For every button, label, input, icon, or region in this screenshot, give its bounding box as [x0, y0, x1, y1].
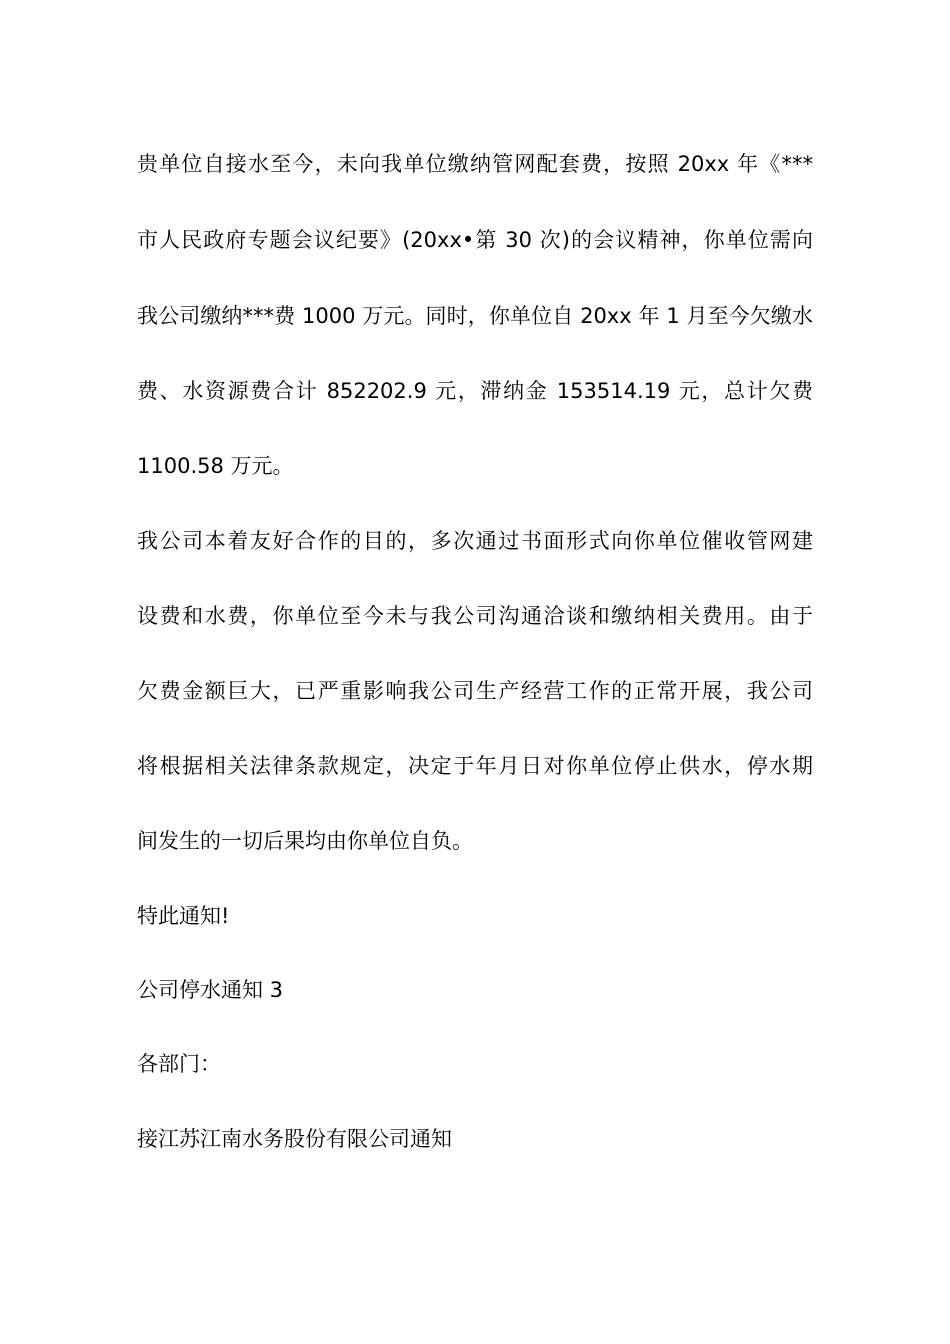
paragraph-2-line-1: 我公司本着友好合作的目的，多次通过书面形式向你单位催收管网建 — [137, 529, 813, 553]
closing-line: 特此通知! — [137, 904, 230, 928]
paragraph-1-line-3: 我公司缴纳***费 1000 万元。同时，你单位自 20xx 年 1 月至今欠缴水 — [137, 304, 813, 328]
body-start-line: 接江苏江南水务股份有限公司通知 — [137, 1127, 452, 1151]
paragraph-2-line-3: 欠费金额巨大，已严重影响我公司生产经营工作的正常开展，我公司 — [137, 679, 813, 703]
paragraph-2-line-2: 设费和水费，你单位至今未与我公司沟通洽谈和缴纳相关费用。由于 — [137, 604, 813, 628]
paragraph-1-line-2: 市人民政府专题会议纪要》(20xx•第 30 次)的会议精神，你单位需向 — [137, 228, 813, 252]
paragraph-1-line-5: 1100.58 万元。 — [137, 454, 294, 478]
paragraph-1-line-1: 贵单位自接水至今，未向我单位缴纳管网配套费，按照 20xx 年《*** — [137, 152, 813, 176]
paragraph-2-line-4: 将根据相关法律条款规定，决定于年月日对你单位停止供水，停水期 — [137, 754, 813, 778]
salutation: 各部门： — [137, 1052, 221, 1076]
notice-title: 公司停水通知 3 — [137, 978, 284, 1002]
paragraph-1-line-4: 费、水资源费合计 852202.9 元，滞纳金 153514.19 元，总计欠费 — [137, 379, 813, 403]
paragraph-2-line-5: 间发生的一切后果均由你单位自负。 — [137, 829, 473, 853]
